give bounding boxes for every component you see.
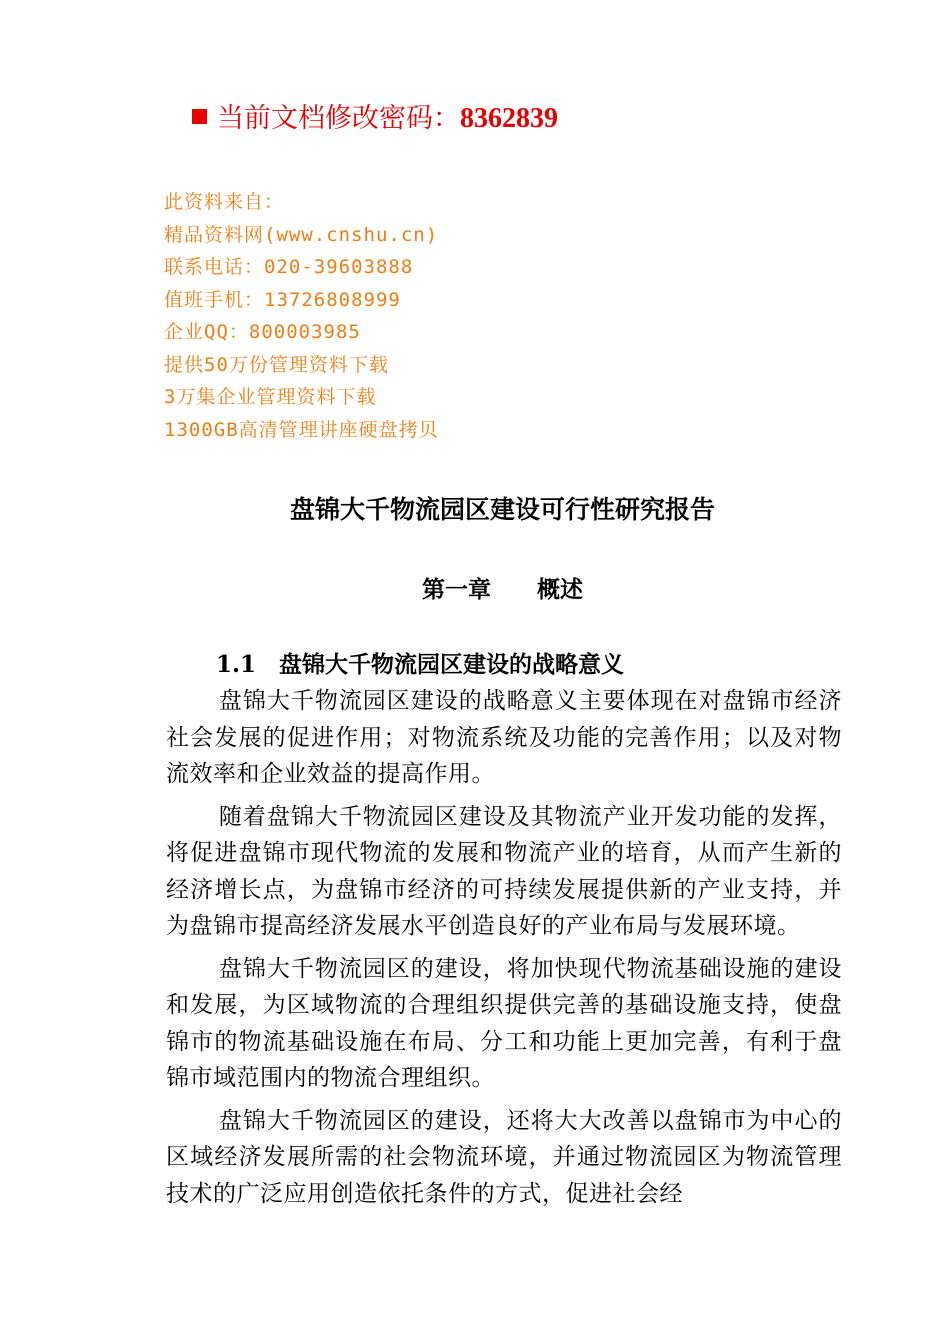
paragraph: 盘锦大千物流园区建设的战略意义主要体现在对盘锦市经济社会发展的促进作用；对物流系统及功能的完善作用；以及对物流效率和企业效益的提高作用。 xyxy=(166,688,842,787)
section-heading: 1.1 盘锦大千物流园区建设的战略意义 xyxy=(216,651,625,678)
source-line: 此资料来自： xyxy=(164,191,285,213)
source-line: 提供50万份管理资料下载 xyxy=(164,353,389,376)
source-line: 值班手机：13726808999 xyxy=(164,288,401,311)
chapter-heading: 第一章 概述 xyxy=(422,576,583,603)
source-line: 3万集企业管理资料下载 xyxy=(164,386,377,408)
paragraph: 盘锦大千物流园区的建设，将加快现代物流基础设施的建设和发展，为区域物流的合理组织提供完善的基础设施支持，使盘锦市的物流基础设施在布局、分工和功能上更加完善，有利于盘锦市域范围内的物流合理组织。 xyxy=(166,955,842,1091)
source-line: 联系电话：020-39603888 xyxy=(164,256,414,278)
source-line: 1300GB高清管理讲座硬盘拷贝 xyxy=(164,418,439,441)
square-bullet-icon xyxy=(192,109,207,124)
source-info-block xyxy=(164,186,439,446)
paragraph: 随着盘锦大千物流园区建设及其物流产业开发功能的发挥，将促进盘锦市现代物流的发展和物流产业的培育，从而产生新的经济增长点，为盘锦市经济的可持续发展提供新的产业支持，并为盘锦市提高经济发展水平创造良好的产业布局与发展环境。 xyxy=(166,803,842,939)
password-code: 8362839 xyxy=(460,103,558,134)
source-line: 企业QQ：800003985 xyxy=(164,321,361,343)
source-line: 精品资料网(www.cnshu.cn) xyxy=(164,223,439,246)
password-notice xyxy=(192,96,558,135)
document-title: 盘锦大千物流园区建设可行性研究报告 xyxy=(289,495,715,524)
body-text xyxy=(166,683,842,1212)
password-label: 当前文档修改密码： xyxy=(217,103,460,134)
paragraph: 盘锦大千物流园区的建设，还将大大改善以盘锦市为中心的区域经济发展所需的社会物流环境，并通过物流园区为物流管理技术的广泛应用创造依托条件的方式，促进社会经 xyxy=(166,1107,842,1207)
